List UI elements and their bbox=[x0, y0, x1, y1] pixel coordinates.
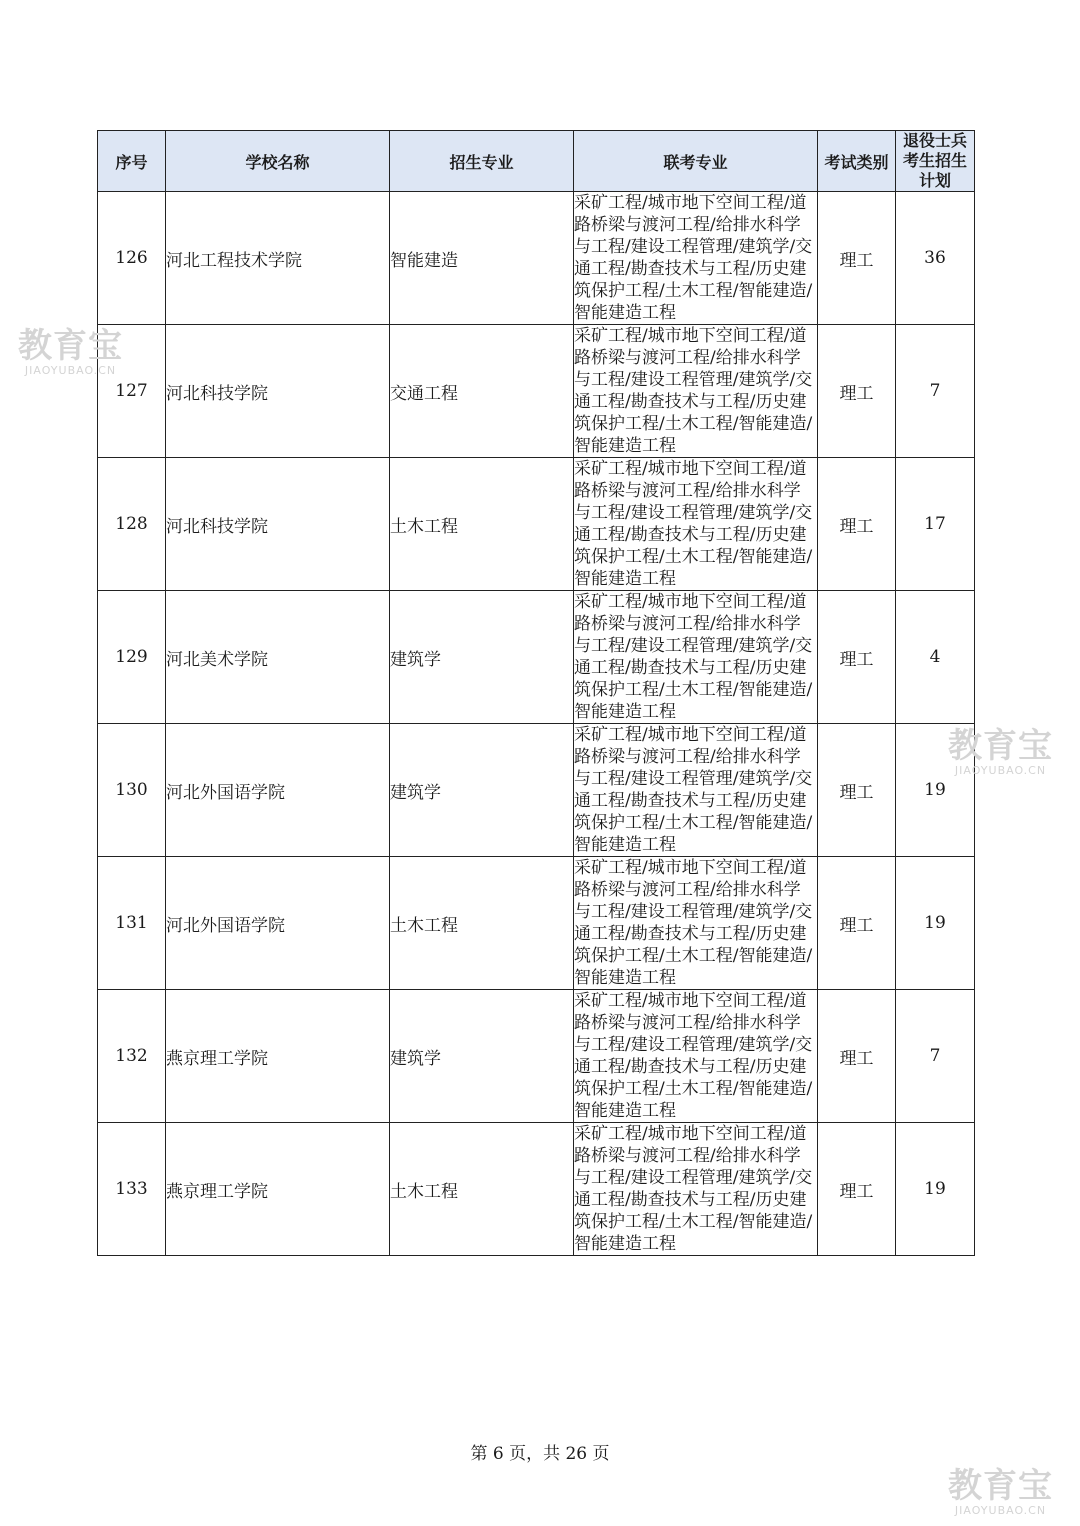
watermark-url-text: JIAOYUBAO.CN bbox=[954, 1504, 1047, 1517]
table-row bbox=[98, 192, 975, 325]
table-row bbox=[98, 990, 975, 1123]
cell-school: 河北工程技术学院 bbox=[166, 192, 390, 325]
watermark-logo bbox=[948, 1468, 1053, 1517]
cell-exam-major: 采矿工程/城市地下空间工程/道路桥梁与渡河工程/给排水科学与工程/建设工程管理/建筑学/交通工程/勘查技术与工程/历史建筑保护工程/土木工程/智能建造/智能建造工程 bbox=[574, 724, 818, 857]
header-veteran-plan: 退役士兵考生招生计划 bbox=[896, 131, 975, 192]
table-row bbox=[98, 591, 975, 724]
cell-no: 128 bbox=[98, 458, 166, 591]
watermark-logo bbox=[18, 328, 123, 377]
cell-major: 建筑学 bbox=[390, 724, 574, 857]
table-row bbox=[98, 857, 975, 990]
watermark-logo-text: 教育宝 bbox=[18, 326, 123, 366]
table-row bbox=[98, 724, 975, 857]
cell-school: 河北美术学院 bbox=[166, 591, 390, 724]
header-exam-major: 联考专业 bbox=[574, 131, 818, 192]
cell-school: 燕京理工学院 bbox=[166, 990, 390, 1123]
cell-category: 理工 bbox=[818, 1123, 896, 1256]
cell-category: 理工 bbox=[818, 325, 896, 458]
cell-no: 131 bbox=[98, 857, 166, 990]
cell-major: 智能建造 bbox=[390, 192, 574, 325]
cell-plan: 19 bbox=[896, 724, 975, 857]
cell-major: 建筑学 bbox=[390, 591, 574, 724]
cell-plan: 7 bbox=[896, 990, 975, 1123]
cell-no: 132 bbox=[98, 990, 166, 1123]
watermark-url-text: JIAOYUBAO.CN bbox=[954, 764, 1047, 777]
cell-school: 河北科技学院 bbox=[166, 458, 390, 591]
cell-category: 理工 bbox=[818, 990, 896, 1123]
watermark-logo-text: 教育宝 bbox=[948, 1466, 1053, 1506]
table-row bbox=[98, 325, 975, 458]
cell-plan: 17 bbox=[896, 458, 975, 591]
page-footer: 第 6 页，共 26 页 bbox=[470, 1444, 610, 1464]
table-header-row bbox=[98, 131, 975, 192]
cell-major: 建筑学 bbox=[390, 990, 574, 1123]
table-row bbox=[98, 458, 975, 591]
cell-school: 河北科技学院 bbox=[166, 325, 390, 458]
cell-exam-major: 采矿工程/城市地下空间工程/道路桥梁与渡河工程/给排水科学与工程/建设工程管理/建筑学/交通工程/勘查技术与工程/历史建筑保护工程/土木工程/智能建造/智能建造工程 bbox=[574, 857, 818, 990]
cell-major: 交通工程 bbox=[390, 325, 574, 458]
cell-plan: 19 bbox=[896, 857, 975, 990]
header-major: 招生专业 bbox=[390, 131, 574, 192]
cell-major: 土木工程 bbox=[390, 458, 574, 591]
cell-no: 126 bbox=[98, 192, 166, 325]
cell-major: 土木工程 bbox=[390, 1123, 574, 1256]
cell-category: 理工 bbox=[818, 458, 896, 591]
cell-major: 土木工程 bbox=[390, 857, 574, 990]
header-school: 学校名称 bbox=[166, 131, 390, 192]
cell-exam-major: 采矿工程/城市地下空间工程/道路桥梁与渡河工程/给排水科学与工程/建设工程管理/建筑学/交通工程/勘查技术与工程/历史建筑保护工程/土木工程/智能建造/智能建造工程 bbox=[574, 192, 818, 325]
cell-plan: 4 bbox=[896, 591, 975, 724]
cell-exam-major: 采矿工程/城市地下空间工程/道路桥梁与渡河工程/给排水科学与工程/建设工程管理/建筑学/交通工程/勘查技术与工程/历史建筑保护工程/土木工程/智能建造/智能建造工程 bbox=[574, 990, 818, 1123]
cell-school: 河北外国语学院 bbox=[166, 724, 390, 857]
cell-plan: 19 bbox=[896, 1123, 975, 1256]
cell-school: 河北外国语学院 bbox=[166, 857, 390, 990]
cell-exam-major: 采矿工程/城市地下空间工程/道路桥梁与渡河工程/给排水科学与工程/建设工程管理/建筑学/交通工程/勘查技术与工程/历史建筑保护工程/土木工程/智能建造/智能建造工程 bbox=[574, 1123, 818, 1256]
cell-category: 理工 bbox=[818, 857, 896, 990]
cell-no: 130 bbox=[98, 724, 166, 857]
cell-no: 129 bbox=[98, 591, 166, 724]
cell-category: 理工 bbox=[818, 724, 896, 857]
cell-exam-major: 采矿工程/城市地下空间工程/道路桥梁与渡河工程/给排水科学与工程/建设工程管理/建筑学/交通工程/勘查技术与工程/历史建筑保护工程/土木工程/智能建造/智能建造工程 bbox=[574, 591, 818, 724]
admissions-table bbox=[97, 130, 975, 1256]
cell-plan: 36 bbox=[896, 192, 975, 325]
watermark-logo-text: 教育宝 bbox=[948, 726, 1053, 766]
cell-school: 燕京理工学院 bbox=[166, 1123, 390, 1256]
table-row bbox=[98, 1123, 975, 1256]
watermark-url-text: JIAOYUBAO.CN bbox=[24, 364, 117, 377]
cell-plan: 7 bbox=[896, 325, 975, 458]
watermark-logo bbox=[948, 728, 1053, 777]
cell-exam-major: 采矿工程/城市地下空间工程/道路桥梁与渡河工程/给排水科学与工程/建设工程管理/建筑学/交通工程/勘查技术与工程/历史建筑保护工程/土木工程/智能建造/智能建造工程 bbox=[574, 458, 818, 591]
header-no: 序号 bbox=[98, 131, 166, 192]
cell-category: 理工 bbox=[818, 591, 896, 724]
cell-category: 理工 bbox=[818, 192, 896, 325]
header-category: 考试类别 bbox=[818, 131, 896, 192]
cell-no: 133 bbox=[98, 1123, 166, 1256]
cell-no: 127 bbox=[98, 325, 166, 458]
cell-exam-major: 采矿工程/城市地下空间工程/道路桥梁与渡河工程/给排水科学与工程/建设工程管理/建筑学/交通工程/勘查技术与工程/历史建筑保护工程/土木工程/智能建造/智能建造工程 bbox=[574, 325, 818, 458]
